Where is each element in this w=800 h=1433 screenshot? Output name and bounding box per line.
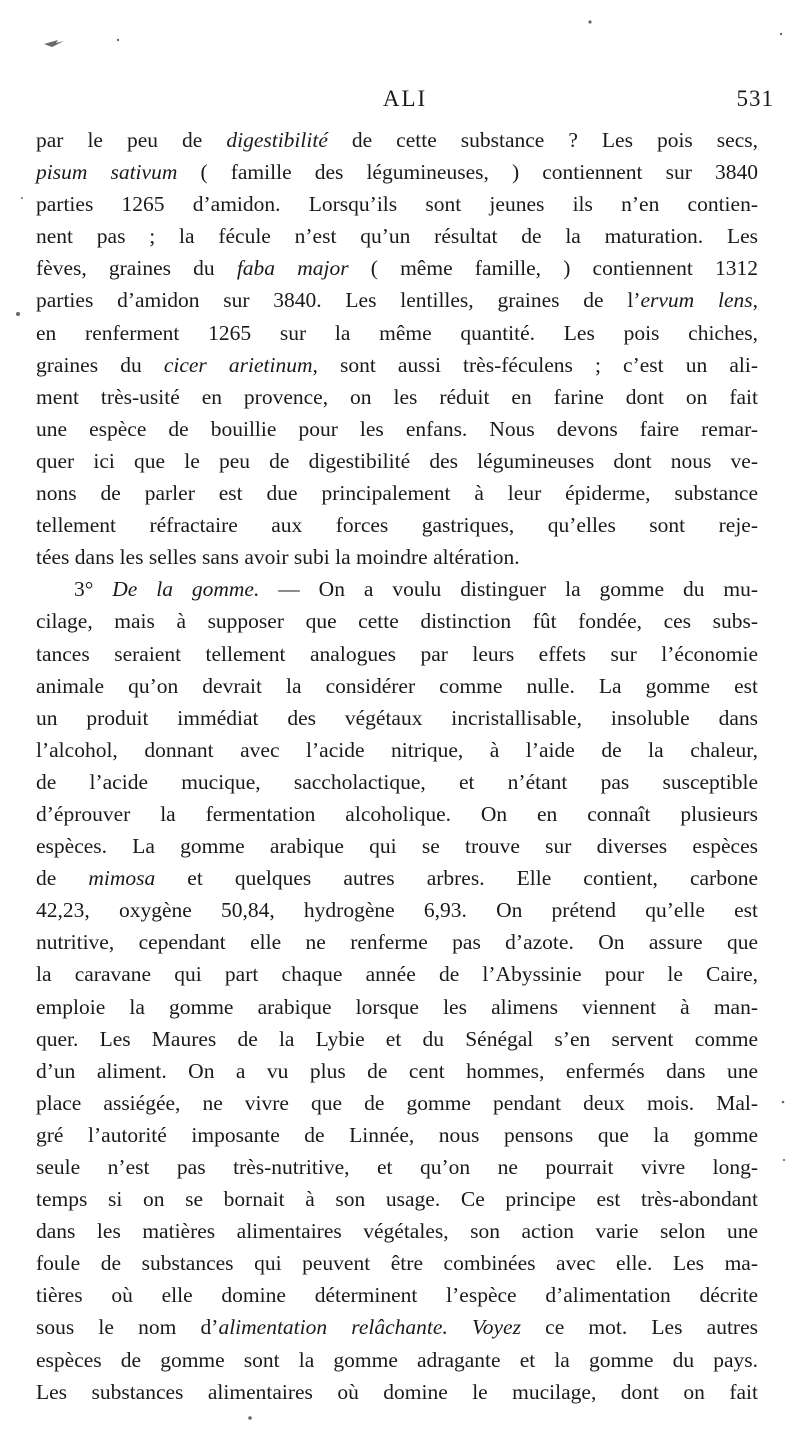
text-line bbox=[36, 381, 758, 413]
text-segment: par le peu de bbox=[36, 128, 227, 152]
text-line bbox=[36, 220, 758, 252]
italic-segment: pisum sativum bbox=[36, 160, 178, 185]
text-segment: foule de substances qui peuvent être combinées avec elle. Les ma- bbox=[36, 1251, 758, 1276]
text-segment: gré l’autorité imposante de Linnée, nous pensons que la gomme bbox=[36, 1122, 758, 1147]
text-segment: de bbox=[36, 866, 89, 891]
text-segment: tellement réfractaire aux forces gastriques, qu’elles sont reje- bbox=[36, 513, 758, 538]
text-line bbox=[36, 1344, 758, 1376]
text-segment: de l’acide mucique, saccholactique, et n’étant pas susceptible bbox=[36, 769, 758, 794]
text-line bbox=[36, 1055, 758, 1087]
text-segment: tières où elle domine déterminent l’espèce d’alimentation décrite bbox=[36, 1283, 758, 1308]
text-segment: quer. Les Maures de la Lybie et du Sénégal s’en servent comme bbox=[36, 1026, 758, 1051]
text-segment: ment très-usité en provence, on les réduit en farine dont on fait bbox=[36, 384, 758, 409]
text-segment: — On a voulu distinguer la gomme du mu- bbox=[259, 577, 758, 602]
text-segment: une espèce de bouillie pour les enfans. Nous devons faire remar- bbox=[36, 416, 758, 441]
running-head: ALI bbox=[382, 86, 428, 111]
italic-segment: mimosa bbox=[88, 866, 156, 891]
text-segment: , sont aussi très-féculens ; c’est un ali- bbox=[312, 352, 758, 377]
text-segment: et quelques autres arbres. Elle contient, carbone bbox=[155, 866, 759, 891]
text-line bbox=[36, 830, 758, 862]
text-segment: fèves, graines du bbox=[36, 256, 237, 281]
text-segment: graines du bbox=[36, 352, 164, 377]
text-line bbox=[36, 156, 758, 188]
speck-right-margin bbox=[782, 1101, 785, 1104]
speck-left-margin-2 bbox=[21, 197, 23, 199]
text-segment: , bbox=[752, 288, 758, 313]
text-segment: animale qu’on devrait la considérer comme nulle. La gomme est bbox=[36, 673, 758, 698]
text-segment: un produit immédiat des végétaux incristallisable, insoluble dans bbox=[36, 705, 758, 730]
text-segment: espèces de gomme sont la gomme adragante et la gomme du pays. bbox=[36, 1347, 758, 1372]
text-line bbox=[36, 252, 758, 284]
speck-bottom bbox=[248, 1416, 252, 1420]
text-line bbox=[36, 638, 758, 670]
text-line bbox=[36, 862, 758, 894]
italic-segment: ervum lens bbox=[640, 288, 753, 313]
text-line bbox=[36, 188, 758, 220]
text-segment: tances seraient tellement analogues par leurs effets sur l’économie bbox=[36, 641, 758, 666]
italic-segment: faba major bbox=[236, 256, 349, 281]
text-line bbox=[36, 926, 758, 958]
speck-top-right bbox=[588, 20, 591, 23]
page-header bbox=[36, 86, 774, 120]
text-segment: quer ici que le peu de digestibilité des légumineuses dont nous ve- bbox=[36, 448, 758, 473]
text-segment: cilage, mais à supposer que cette distinction fût fondée, ces subs- bbox=[36, 609, 758, 634]
text-line bbox=[36, 509, 758, 541]
speck-top-center bbox=[117, 39, 119, 41]
text-line bbox=[36, 1119, 758, 1151]
italic-segment: De la gomme. bbox=[112, 577, 260, 602]
text-segment: de cette substance ? Les pois secs, bbox=[327, 128, 758, 152]
page-number: 531 bbox=[736, 86, 774, 111]
text-line bbox=[36, 1247, 758, 1279]
italic-segment: alimentation relâchante. Voyez bbox=[218, 1315, 521, 1340]
text-segment: 3° bbox=[74, 577, 113, 602]
text-line bbox=[36, 413, 758, 445]
text-segment: d’éprouver la fermentation alcoholique. On en connaît plusieurs bbox=[36, 801, 758, 826]
text-line bbox=[36, 541, 758, 573]
text-line bbox=[36, 573, 758, 605]
text-segment: sous le nom d’ bbox=[36, 1315, 219, 1340]
text-segment: la caravane qui part chaque année de l’Abyssinie pour le Caire, bbox=[36, 962, 758, 987]
text-line bbox=[36, 349, 758, 381]
text-line bbox=[36, 605, 758, 637]
text-line bbox=[36, 1279, 758, 1311]
text-segment: Les substances alimentaires où domine le mucilage, dont on fait bbox=[36, 1379, 758, 1404]
text-line bbox=[36, 958, 758, 990]
text-segment: ce mot. Les autres bbox=[520, 1315, 758, 1340]
text-line bbox=[36, 1023, 758, 1055]
text-line bbox=[36, 1311, 758, 1343]
text-line bbox=[36, 1087, 758, 1119]
text-line bbox=[36, 702, 758, 734]
text-segment: espèces. La gomme arabique qui se trouve sur diverses espèces bbox=[36, 834, 758, 859]
text-line bbox=[36, 1151, 758, 1183]
text-segment: l’alcohol, donnant avec l’acide nitrique, à l’aide de la chaleur, bbox=[36, 737, 758, 762]
italic-segment: cicer arietinum bbox=[163, 352, 313, 377]
text-line bbox=[36, 317, 758, 349]
text-line bbox=[36, 124, 758, 156]
text-segment: seule n’est pas très-nutritive, et qu’on ne pourrait vivre long- bbox=[36, 1155, 758, 1179]
text-segment: en renferment 1265 sur la même quantité. Les pois chiches, bbox=[36, 320, 758, 345]
text-line bbox=[36, 670, 758, 702]
text-line bbox=[36, 734, 758, 766]
italic-segment: digestibilité bbox=[226, 128, 328, 152]
text-line bbox=[36, 445, 758, 477]
text-segment: tées dans les selles sans avoir subi la moindre altération. bbox=[36, 545, 520, 570]
speck-left-margin bbox=[16, 312, 20, 316]
text-segment: 42,23, oxygène 50,84, hydrogène 6,93. On prétend qu’elle est bbox=[36, 898, 758, 923]
text-segment: ( famille des légumineuses, ) contiennent sur 3840 bbox=[177, 160, 759, 185]
text-line bbox=[36, 894, 758, 926]
text-segment: ( même famille, ) contiennent 1312 bbox=[348, 256, 759, 281]
text-line bbox=[36, 766, 758, 798]
text-line bbox=[36, 798, 758, 830]
text-line bbox=[36, 991, 758, 1023]
text-line bbox=[36, 1183, 758, 1215]
text-segment: parties 1265 d’amidon. Lorsqu’ils sont jeunes ils n’en contien- bbox=[36, 192, 758, 217]
text-line bbox=[36, 477, 758, 509]
text-segment: dans les matières alimentaires végétales, son action varie selon une bbox=[36, 1219, 758, 1244]
text-segment: nutritive, cependant elle ne renferme pas d’azote. On assure que bbox=[36, 930, 758, 955]
text-segment: nent pas ; la fécule n’est qu’un résultat de la maturation. Les bbox=[36, 224, 758, 249]
speck-right-margin-2 bbox=[783, 1159, 785, 1161]
text-line bbox=[36, 284, 758, 316]
text-segment: nons de parler est due principalement à leur épiderme, substance bbox=[36, 481, 758, 506]
text-line bbox=[36, 1376, 758, 1408]
text-segment: place assiégée, ne vivre que de gomme pendant deux mois. Mal- bbox=[36, 1090, 758, 1115]
text-line bbox=[36, 1215, 758, 1247]
speck-top-left bbox=[44, 40, 64, 47]
text-segment: d’un aliment. On a vu plus de cent hommes, enfermés dans une bbox=[36, 1058, 758, 1083]
body-text bbox=[36, 124, 758, 1408]
text-segment: parties d’amidon sur 3840. Les lentilles, graines de l’ bbox=[36, 288, 641, 313]
text-segment: temps si on se bornait à son usage. Ce principe est très-abondant bbox=[36, 1187, 758, 1212]
speck-top-right-2 bbox=[780, 33, 782, 35]
text-segment: emploie la gomme arabique lorsque les alimens viennent à man- bbox=[36, 994, 758, 1019]
